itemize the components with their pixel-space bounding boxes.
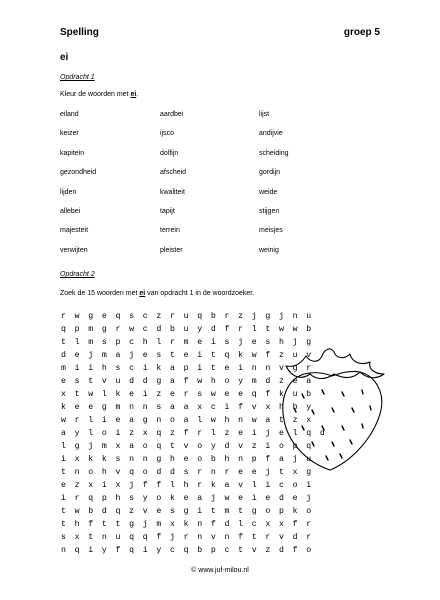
word-item: verwijten	[60, 246, 88, 254]
word-item: scheiding	[259, 149, 289, 157]
grid-row: t h f t t g j m x k n f d l c x x f r	[61, 520, 314, 529]
grid-row: t w b d q z v e s g i t m t g o p k o	[61, 507, 314, 516]
grid-row: q p m g r w c d b u y d f r l t w w b	[61, 325, 314, 334]
word-item: lijden	[60, 188, 77, 196]
grid-row: r w g e q s c z r u q b r z j g j n u	[61, 312, 314, 321]
word-item: kwaliteit	[160, 188, 185, 196]
grid-row: t n o h v q o d d s r n r e e j t x g	[61, 468, 314, 477]
word-item: ijsco	[160, 130, 175, 138]
word-item: pleister	[160, 246, 183, 254]
grid-row: a y l o i z x q z f r l z e i j e l q d	[61, 429, 327, 438]
word-item: gezondheid	[60, 169, 97, 177]
footer-copyright: © www.juf-milou.nl	[191, 567, 249, 574]
word-item: meisjes	[259, 227, 283, 235]
strawberry-leaves	[286, 349, 384, 378]
word-item: tapijt	[160, 208, 175, 215]
instruction-text-end: .	[136, 91, 139, 98]
word-item: aardbei	[160, 111, 184, 118]
grid-row: e s t v u d d g a f w h o y m d z e a	[61, 377, 314, 386]
grid-row: x t w l k e i z e r s w e e q f k u b	[61, 390, 314, 399]
grid-row: i r q p h s y o k e a j w e i e d e j	[61, 494, 314, 503]
assignment2-instruction	[60, 290, 254, 297]
subject-heading: ei	[60, 52, 69, 63]
grid-row: i x k k s n n g h e o b h n p f a j u	[61, 455, 314, 464]
page-title: Spelling	[60, 27, 99, 38]
word-item: stijgen	[259, 208, 280, 215]
word-item: dolfijn	[160, 149, 179, 157]
grid-row: l g j m x a o q t v o y d v z i o p q	[61, 442, 314, 451]
grid-row: n q i y f q i y c q b p c t v z d f o	[61, 546, 314, 555]
strawberry-body	[283, 371, 382, 470]
instruction-highlight: ei	[139, 290, 146, 297]
assignment1-heading: Opdracht 1	[60, 74, 95, 81]
word-item: andijvie	[259, 130, 283, 138]
instruction-text: Zoek de 15 woorden met	[60, 290, 140, 297]
word-item: allebei	[60, 208, 81, 215]
grid-row: m i i h s c i k a p i t e i n n v g r	[61, 364, 314, 373]
word-item: terrein	[160, 227, 180, 235]
instruction-text: Kleur de woorden met	[60, 91, 131, 98]
grid-row: t l m s p c h l r m e i s j e s h j g	[61, 338, 314, 347]
word-item: weinig	[259, 246, 279, 254]
instruction-highlight: ei	[130, 91, 137, 98]
word-item: kapitein	[60, 149, 85, 157]
assignment1-instruction	[60, 91, 138, 98]
word-item: majesteit	[60, 227, 89, 235]
word-item: eiland	[60, 111, 79, 118]
grid-row: k e e g m n n s a a x c i f v x h b y	[61, 403, 314, 412]
word-item: keizer	[60, 130, 79, 138]
strawberry-illustration	[278, 344, 390, 474]
grid-row: e z x i x j f f l h r k a v l i c o i	[61, 481, 314, 490]
word-item: lijst	[259, 111, 270, 118]
word-item: gordijn	[259, 169, 281, 177]
assignment2-heading: Opdracht 2	[60, 271, 95, 278]
grid-row: s x t n u q q f j r n v n f t r v d r	[61, 533, 314, 542]
word-item: weide	[259, 188, 278, 196]
grid-row: w r l i e a g n o a l w h n w a t z x	[61, 416, 314, 425]
word-item: afscheid	[160, 169, 187, 177]
grid-row: d e j m a j e s t e i t q k w f z u v	[61, 351, 314, 360]
instruction-text-end: van opdracht 1 in de woordzoeker.	[145, 290, 255, 297]
group-label: groep 5	[343, 27, 380, 38]
